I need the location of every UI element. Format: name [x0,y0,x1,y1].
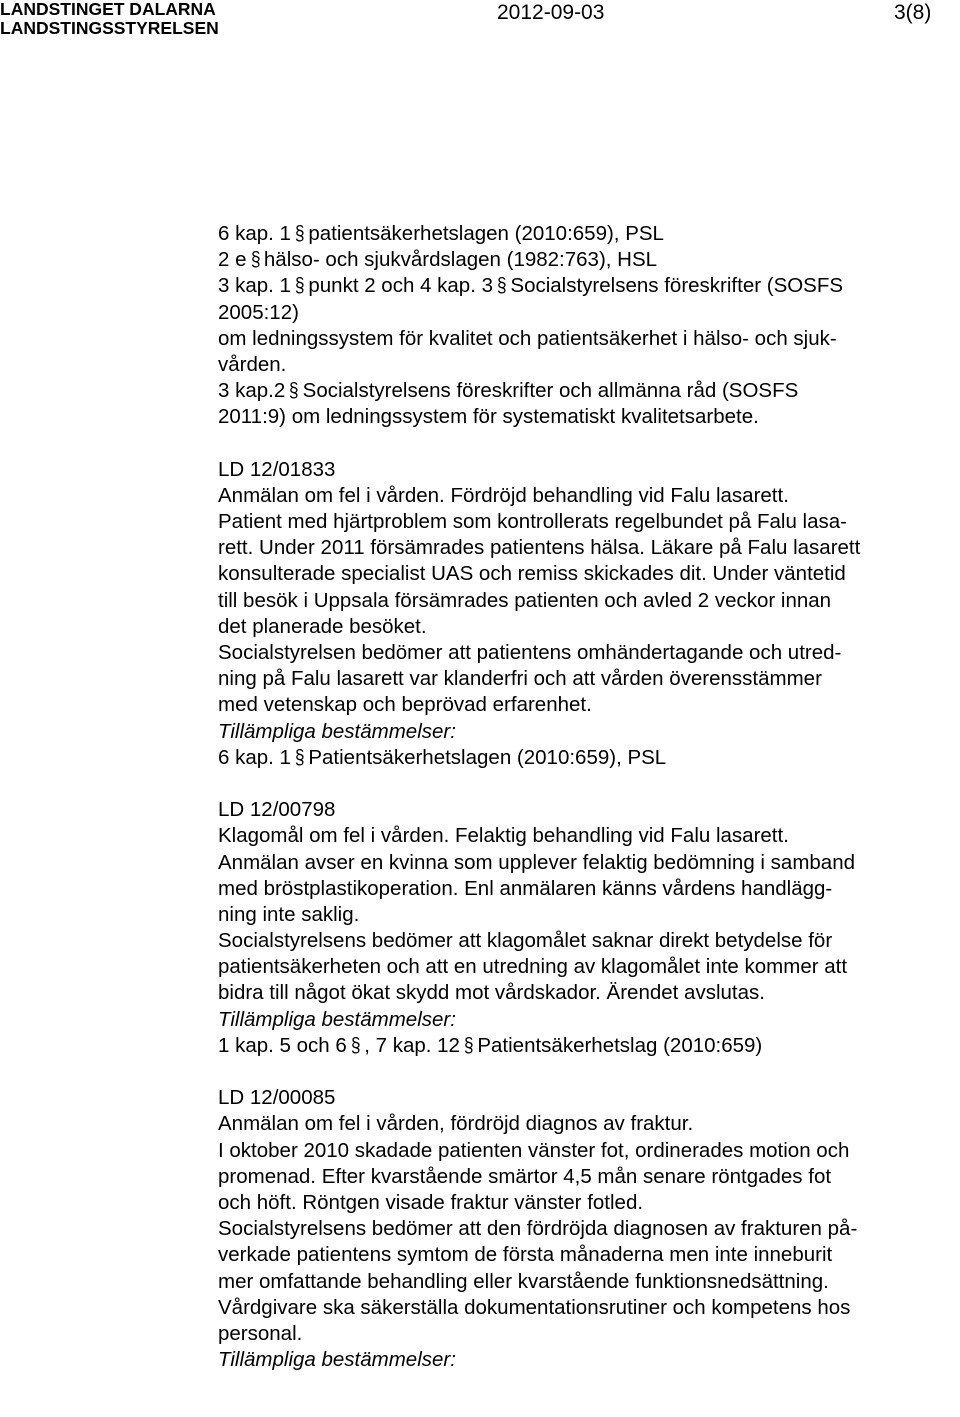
document-body [218,221,953,1373]
text-segment: 3 kap. 1 [218,274,291,298]
text-segment: konsulterade specialist UAS och remiss skickades dit. Under väntetid [218,562,846,586]
text-line [218,823,953,849]
text-line [218,1138,953,1164]
text-line [218,1269,953,1295]
text-segment: ning inte saklig. [218,902,360,926]
page-number: 3(8) [894,1,932,24]
text-line [218,1216,953,1242]
text-segment: hälso- och sjukvårdslagen (1982:763), HSL [263,248,658,272]
blank-line [218,1059,953,1085]
text-segment: Klagomål om fel i vården. Felaktig behandling vid Falu lasarett. [218,824,789,848]
text-segment: Patientsäkerhetslagen (2010:659), PSL [308,745,667,769]
text-segment: 6 kap. 1 [218,745,291,769]
text-segment: 2005:12) [218,300,299,324]
text-segment: ning på Falu lasarett var klanderfri och att vården överensstämmer [218,667,822,691]
text-line [218,352,953,378]
document-header [0,0,960,44]
text-line [218,1190,953,1216]
text-segment: patientsäkerheten och att en utredning av klagomålet inte kommer att [218,955,848,979]
text-segment: om ledningssystem för kvalitet och patientsäkerhet i hälso- och sjuk- [218,326,837,350]
text-segment: 2011:9) om ledningssystem för systematiskt kvalitetsarbete. [218,405,759,429]
text-line [218,1085,953,1111]
text-segment: Anmälan om fel i vården, fördröjd diagnos av fraktur. [218,1112,694,1136]
text-line [218,1111,953,1137]
organization-name [0,0,219,38]
text-line [218,509,953,535]
text-segment: Vårdgivare ska säkerställa dokumentationsrutiner och kompetens hos [218,1295,851,1319]
text-line [218,221,953,247]
text-line [218,902,953,928]
text-line [218,247,953,273]
text-line [218,457,953,483]
text-segment: vården. [218,352,287,376]
text-line [218,797,953,823]
paragraph-symbol: § [294,274,305,298]
paragraph-symbol: § [289,379,299,403]
text-segment: Socialstyrelsens bedömer att klagomålet saknar direkt betydelse för [218,929,833,953]
paragraph-symbol: § [250,248,261,272]
text-segment: punkt 2 och 4 kap. 3 [308,274,493,298]
text-segment: LD 12/00798 [218,798,336,822]
text-segment: Patientsäkerhetslag (2010:659) [477,1033,763,1057]
paragraph-symbol: § [496,274,507,298]
text-line [218,378,953,404]
paragraph-symbol: § [350,1033,361,1057]
text-line [218,561,953,587]
text-segment: det planerade besöket. [218,614,427,638]
text-segment: Tillämpliga bestämmelser: [218,1348,456,1372]
text-segment: 2 e [218,248,247,272]
paragraph-symbol: § [463,1033,474,1057]
provisions-heading [218,719,953,745]
text-line [218,876,953,902]
text-line [218,535,953,561]
text-line [218,404,953,430]
text-segment: LD 12/00085 [218,1086,336,1110]
text-segment: rett. Under 2011 försämrades patientens hälsa. Läkare på Falu lasarett [218,536,861,560]
text-line [218,588,953,614]
text-line [218,745,953,771]
text-line [218,928,953,954]
text-line [218,640,953,666]
text-segment: patientsäkerhetslagen (2010:659), PSL [308,222,664,245]
text-segment: , 7 kap. 12 [364,1033,460,1057]
text-line [218,1164,953,1190]
paragraph-symbol: § [294,222,305,245]
text-segment: mer omfattande behandling eller kvarstående funktionsnedsättning. [218,1269,829,1293]
provisions-heading [218,1007,953,1033]
text-line [218,1321,953,1347]
text-line [218,954,953,980]
text-segment: 6 kap. 1 [218,222,291,245]
text-segment: Socialstyrelsens föreskrifter (SOSFS [510,274,844,298]
text-segment: personal. [218,1321,303,1345]
text-line [218,850,953,876]
text-segment: bidra till något ökat skydd mot vårdskador. Ärendet avslutas. [218,981,765,1005]
text-segment: Anmälan avser en kvinna som upplever felaktig bedömning i samband [218,850,856,874]
text-line [218,1295,953,1321]
text-segment: verkade patientens symtom de första månaderna men inte inneburit [218,1243,833,1267]
text-segment: till besök i Uppsala försämrades patienten och avled 2 veckor innan [218,588,832,612]
blank-line [218,771,953,797]
text-segment: Patient med hjärtproblem som kontrollerats regelbundet på Falu lasa- [218,510,847,534]
text-segment: och höft. Röntgen visade fraktur vänster fotled. [218,1190,644,1214]
text-segment: med bröstplastikoperation. Enl anmälaren känns vårdens handlägg- [218,876,833,900]
text-segment: Anmälan om fel i vården. Fördröjd behandling vid Falu lasarett. [218,483,789,507]
text-segment: 3 kap.2 [218,379,286,403]
text-segment: Tillämpliga bestämmelser: [218,719,456,743]
text-line [218,273,953,299]
text-line [218,326,953,352]
text-line [218,666,953,692]
text-line [218,1033,953,1059]
text-line [218,980,953,1006]
text-line [218,692,953,718]
provisions-heading [218,1347,953,1373]
text-segment: Tillämpliga bestämmelser: [218,1007,456,1031]
text-segment: 1 kap. 5 och 6 [218,1033,347,1057]
text-line [218,483,953,509]
text-segment: Socialstyrelsens bedömer att den fördröjda diagnosen av frakturen på- [218,1217,858,1241]
organization-line-1: LANDSTINGET DALARNA [0,0,216,19]
text-segment: I oktober 2010 skadade patienten vänster fot, ordinerades motion och [218,1138,850,1162]
text-segment: promenad. Efter kvarstående smärtor 4,5 mån senare röntgades fot [218,1164,832,1188]
text-line [218,300,953,326]
text-segment: Socialstyrelsens föreskrifter och allmänna råd (SOSFS [302,379,799,403]
organization-line-2: LANDSTINGSSTYRELSEN [0,18,219,38]
text-line [218,1242,953,1268]
document-date: 2012-09-03 [497,1,605,24]
text-segment: Socialstyrelsen bedömer att patientens omhändertagande och utred- [218,641,842,664]
text-line [218,614,953,640]
text-segment: LD 12/01833 [218,457,336,481]
text-segment: med vetenskap och beprövad erfarenhet. [218,693,592,717]
paragraph-symbol: § [294,745,305,769]
blank-line [218,431,953,457]
